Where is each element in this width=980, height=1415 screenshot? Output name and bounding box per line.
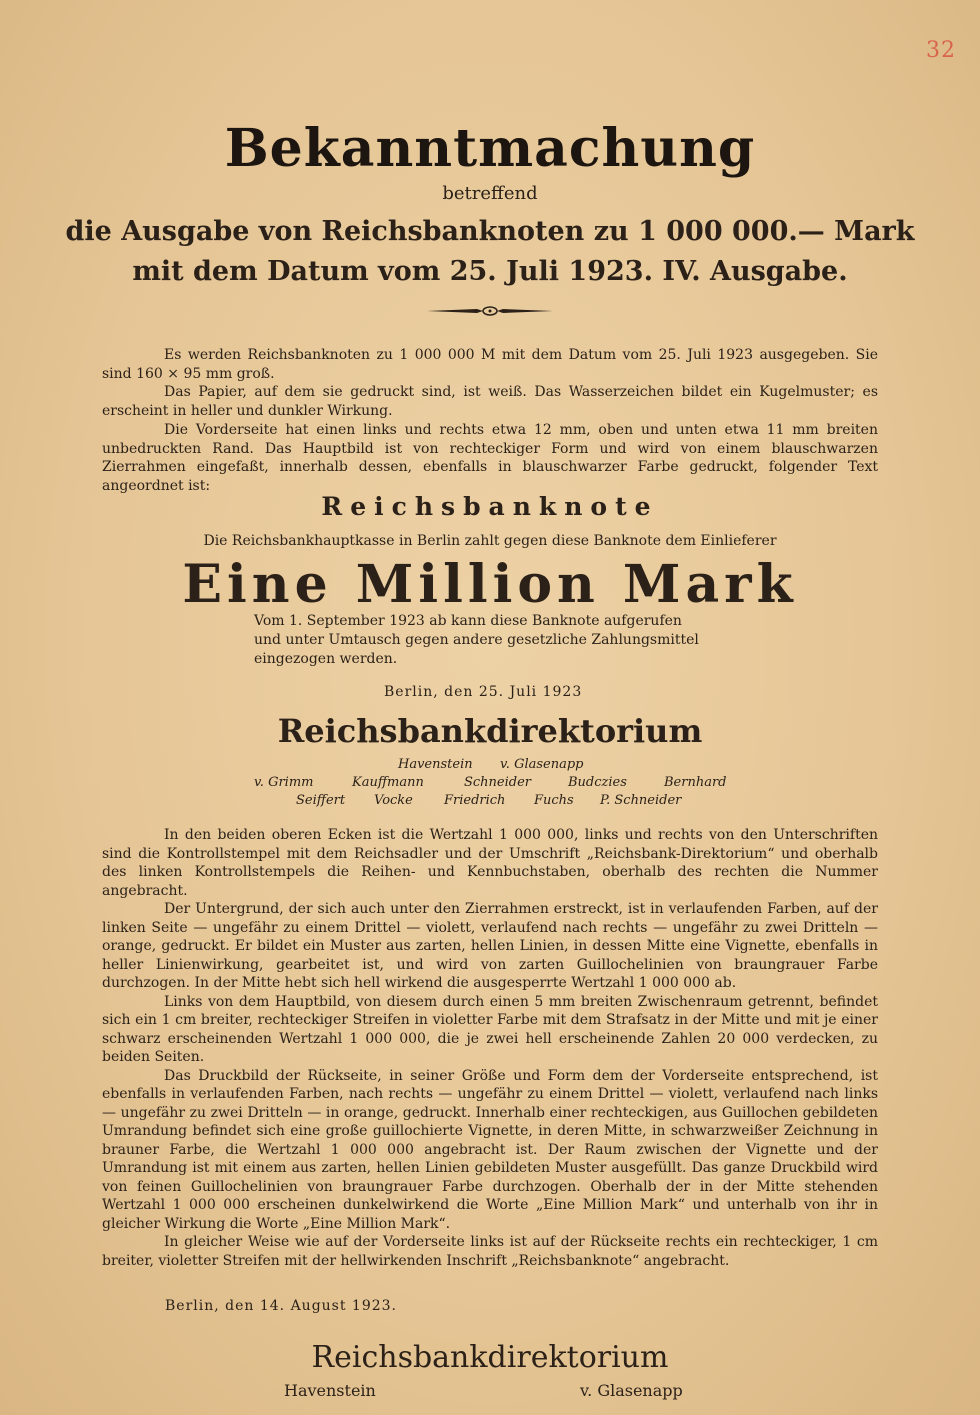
heading-line-1: die Ausgabe von Reichsbanknoten zu 1 000 000.— Mark bbox=[65, 216, 915, 247]
intro-paragraph: Es werden Reichsbanknoten zu 1 000 000 M mit dem Datum vom 25. Juli 1923 ausgegeben. Sie sind 160 × 95 mm groß. bbox=[102, 347, 878, 382]
intro-paragraph: Die Vorderseite hat einen links und rechts etwa 12 mm, oben und unten etwa 11 mm breiten unbedruckten Rand. Das Hauptbild ist von rechteckiger Form und wird von einem blauschwarzen Zierrahmen eingefaßt, innerhalb dessen, ebenfalls in blauschwarzer Farbe gedruckt, folgender Text angeordnet ist: bbox=[102, 421, 878, 494]
signature-name: Budczies bbox=[568, 775, 627, 790]
intro-text bbox=[102, 346, 878, 496]
description-paragraph: Das Druckbild der Rückseite, in seiner Größe und Form dem der Vorderseite entsprechend, ist ebenfalls in verlaufenden Farben, nach rechts — ungefähr zu einem Drittel — violett, verlaufend nach links — ungefähr zu zwei Dritteln — in orange, gedruckt. Innerhalb einer rechteckigen, aus Guillochen gebildeten Umrandung befindet sich eine große guillochierte Vignette, in deren Mitte, in schwarzweißer Zeichnung in brauner Farbe, die Wertzahl 1 000 000 angebracht ist. Der Raum zwischen der Vignette und der Umrandung ist mit einem aus zarten, hellen Linien gebildeten Muster ausgefüllt. Das ganze Druckbild wird von feinen Guillochelinien von braungrauer Farbe durchzogen. Oberhalb der in der Mitte stehenden Wertzahl 1 000 000 erscheinen dunkelwirkend die Worte „Eine Million Mark“ und unterhalb von ihr in gleicher Wirkung die Worte „Eine Million Mark“. bbox=[102, 1067, 878, 1232]
closing-signature: Havenstein bbox=[284, 1381, 376, 1400]
subtitle: betreffend bbox=[442, 183, 538, 204]
note-heading: Reichsbanknote bbox=[321, 492, 659, 521]
callin-line: eingezogen werden. bbox=[254, 651, 398, 667]
signature-name: Havenstein bbox=[398, 757, 473, 772]
closing-issuer: Reichsbankdirektorium bbox=[311, 1340, 669, 1375]
signature-name: P. Schneider bbox=[600, 793, 682, 808]
closing-signature: v. Glasenapp bbox=[580, 1381, 683, 1400]
signature-name: Bernhard bbox=[664, 775, 727, 790]
description-text bbox=[102, 826, 878, 1270]
note-place-date: Berlin, den 25. Juli 1923 bbox=[384, 684, 583, 700]
page-number: 32 bbox=[926, 38, 956, 63]
intro-paragraph: Das Papier, auf dem sie gedruckt sind, ist weiß. Das Wasserzeichen bildet ein Kugelmuster; es erscheint in heller und dunkler Wirkung. bbox=[102, 384, 878, 420]
note-amount: Eine Million Mark bbox=[182, 554, 798, 615]
description-paragraph: In gleicher Weise wie auf der Vorderseite links ist auf der Rückseite rechts ein rechteckiger, 1 cm breiter, violetter Streifen mit der hellwirkenden Inschrift „Reichsbanknote“ angebracht. bbox=[102, 1234, 878, 1269]
note-pays-line: Die Reichsbankhauptkasse in Berlin zahlt gegen diese Banknote dem Einlieferer bbox=[203, 533, 777, 549]
note-issuer: Reichsbankdirektorium bbox=[277, 712, 703, 750]
description-paragraph: Links von dem Hauptbild, von diesem durch einen 5 mm breiten Zwischenraum getrennt, befindet sich ein 1 cm breiter, rechteckiger Streifen in violetter Farbe mit dem Strafsatz in der Mitte und mit je einer schwarz erscheinenden Wertzahl 1 000 000, die je zwei hell erscheinende Zahlen 20 000 verdecken, zu beiden Seiten. bbox=[102, 993, 878, 1065]
signature-name: Fuchs bbox=[534, 793, 574, 808]
callin-line: und unter Umtausch gegen andere gesetzliche Zahlungsmittel bbox=[254, 632, 699, 648]
signature-name: Schneider bbox=[464, 775, 532, 790]
heading-line-2: mit dem Datum vom 25. Juli 1923. IV. Ausgabe. bbox=[132, 256, 848, 287]
signature-name: Friedrich bbox=[444, 793, 506, 808]
ornament-divider-icon bbox=[425, 304, 555, 318]
document-title: Bekanntmachung bbox=[224, 118, 756, 179]
note-callin-text bbox=[254, 612, 774, 669]
callin-line: Vom 1. September 1923 ab kann diese Banknote aufgerufen bbox=[254, 613, 682, 629]
signature-name: Kauffmann bbox=[352, 775, 424, 790]
signature-name: Vocke bbox=[374, 793, 413, 808]
signature-name: v. Grimm bbox=[254, 775, 314, 790]
description-paragraph: Der Untergrund, der sich auch unter den Zierrahmen erstreckt, ist in verlaufenden Farben, auf der linken Seite — ungefähr zu einem Drittel — violett, verlaufend nach rechts — ungefähr zu zwei Dritteln — orange, gedruckt. Er bildet ein Muster aus zarten, hellen Linien, in dessen Mitte eine Vignette, ebenfalls in heller Linienwirkung, gearbeitet ist, und wird von zarten Guillochelinien von braungrauer Farbe durchzogen. In der Mitte hebt sich hell wirkend die ausgesperrte Wertzahl 1 000 000 ab. bbox=[102, 901, 878, 991]
signature-name: v. Glasenapp bbox=[500, 757, 584, 772]
description-paragraph: In den beiden oberen Ecken ist die Wertzahl 1 000 000, links und rechts von den Unterschriften sind die Kontrollstempel mit dem Reichsadler und der Umschrift „Reichsbank-Direktorium“ und oberhalb des linken Kontrollstempels die Reihen- und Kennbuchstaben, oberhalb des rechten die Nummer angebracht. bbox=[102, 827, 878, 899]
closing-place-date: Berlin, den 14. August 1923. bbox=[165, 1298, 398, 1314]
signature-name: Seiffert bbox=[296, 793, 346, 808]
